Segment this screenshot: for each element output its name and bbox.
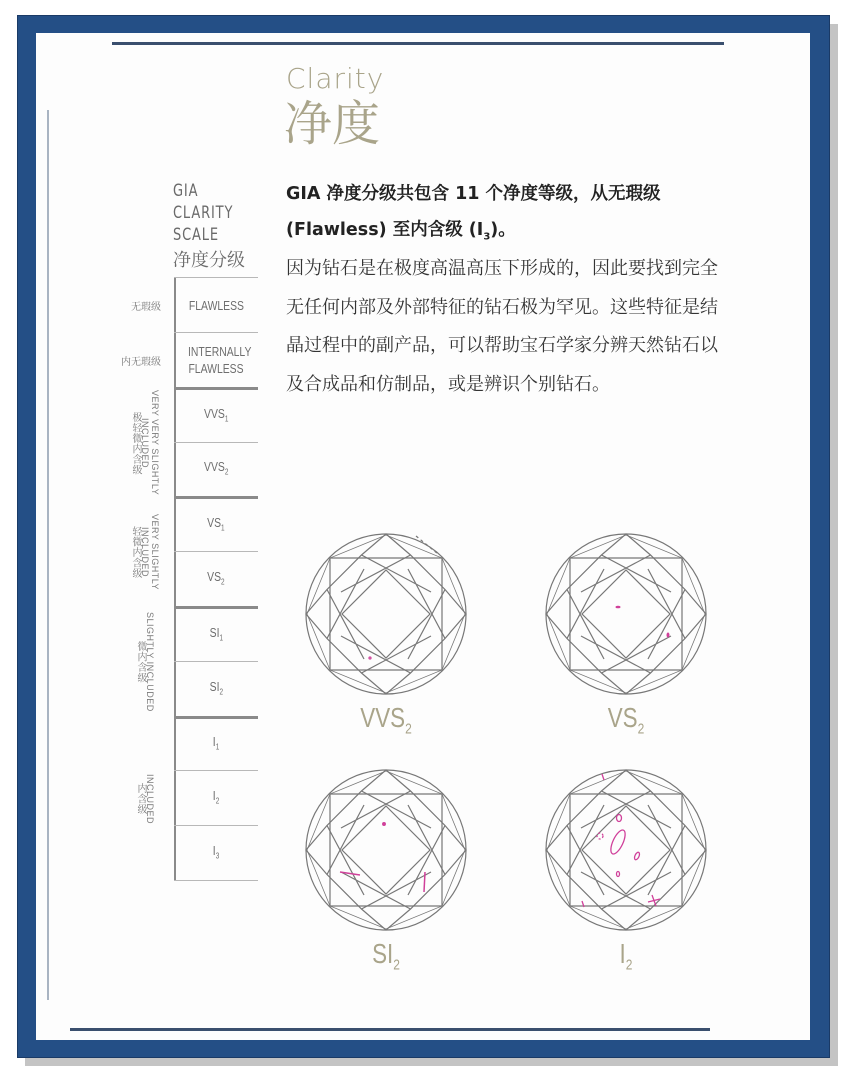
group-label-en: VERY SLIGHTLY INCLUDED	[140, 513, 160, 591]
scale-heading-zh: 净度分级	[173, 250, 245, 271]
grade-row-si2	[174, 661, 258, 716]
diagram-label-si2: $SI_2$	[372, 938, 400, 974]
group-included	[120, 719, 170, 879]
grade-label: $SI_1$	[209, 624, 223, 643]
grade-row-if	[174, 332, 258, 387]
grade-label: $VVS_2$	[203, 459, 229, 477]
diamond-diagram-i2	[540, 764, 712, 936]
intro-heading	[286, 176, 726, 256]
grade-row-vs1	[174, 496, 258, 551]
scale-heading	[173, 180, 233, 246]
group-label-zh: 轻微内含级	[130, 525, 141, 579]
grade-row-vvs1	[174, 387, 258, 442]
diamond-diagram-vvs2	[300, 528, 472, 700]
group-vs	[120, 499, 170, 605]
group-label-en: SLIGHTLY INCLUDED	[145, 612, 155, 712]
diagram-label-vvs2: $VVS_2$	[360, 702, 412, 738]
scale-heading-line: GIA	[173, 181, 199, 201]
left-rule	[47, 110, 49, 1000]
grade-row-i3	[174, 825, 258, 880]
grade-label: $VS_2$	[207, 568, 225, 587]
intro-body: 因为钻石是在极度高温高压下形成的，因此要找到完全无任何内部及外部特征的钻石极为罕见。这些特征是结晶过程中的副产品，可以帮助宝石学家分辨天然钻石以及合成品和仿制品，或是辨识个别钻石。	[286, 258, 718, 395]
grade-row-si1	[174, 606, 258, 661]
scale-bottom-rule	[174, 880, 258, 881]
group-label-zh: 极轻微内含级	[130, 411, 141, 475]
scale-heading-line: SCALE	[173, 225, 219, 245]
flawless-zh-label: 无瑕级	[131, 302, 161, 313]
page-title-en: Clarity	[286, 62, 385, 95]
grade-label: $SI_2$	[209, 678, 223, 697]
group-vvs	[120, 390, 170, 496]
group-label-en: INCLUDED	[145, 773, 155, 824]
grade-label: $I_2$	[212, 787, 220, 806]
diagram-label-i2: $I_2$	[619, 938, 633, 974]
grade-label: $I_1$	[212, 734, 220, 752]
diagram-label-vs2: $VS_2$	[607, 702, 645, 738]
grade-row-vs2	[174, 551, 258, 606]
diamond-diagram-vs2	[540, 528, 712, 700]
grade-row-fl	[174, 277, 258, 332]
scale-heading-line: CLARITY	[173, 203, 234, 223]
grade-row-i1	[174, 716, 258, 770]
grade-label: FLAWLESS	[188, 297, 244, 313]
group-label-en: VERY VERY SLIGHTLY INCLUDED	[140, 390, 160, 496]
bottom-rule	[70, 1028, 710, 1031]
grade-row-i2	[174, 770, 258, 825]
if-zh-label: 内无瑕级	[121, 357, 161, 368]
intro-heading-line2: (Flawless) 至内含级 $(I_3)$。	[286, 220, 516, 243]
grade-label: $I_3$	[212, 842, 220, 861]
intro-heading-line1: GIA 净度分级共包含 11 个净度等级，从无瑕级	[286, 184, 661, 204]
group-label-zh: 内含级	[135, 783, 146, 815]
grade-label: $VS_1$	[207, 514, 225, 533]
grade-label: $VVS_1$	[203, 405, 229, 424]
grade-row-vvs2	[174, 442, 258, 496]
grade-label: INTERNALLY FLAWLESS	[188, 344, 252, 376]
diamond-diagram-si2	[300, 764, 472, 936]
top-rule	[112, 42, 724, 45]
page-title-zh: 净度	[284, 96, 381, 152]
group-si	[120, 609, 170, 715]
group-label-zh: 微内含级	[135, 640, 146, 683]
